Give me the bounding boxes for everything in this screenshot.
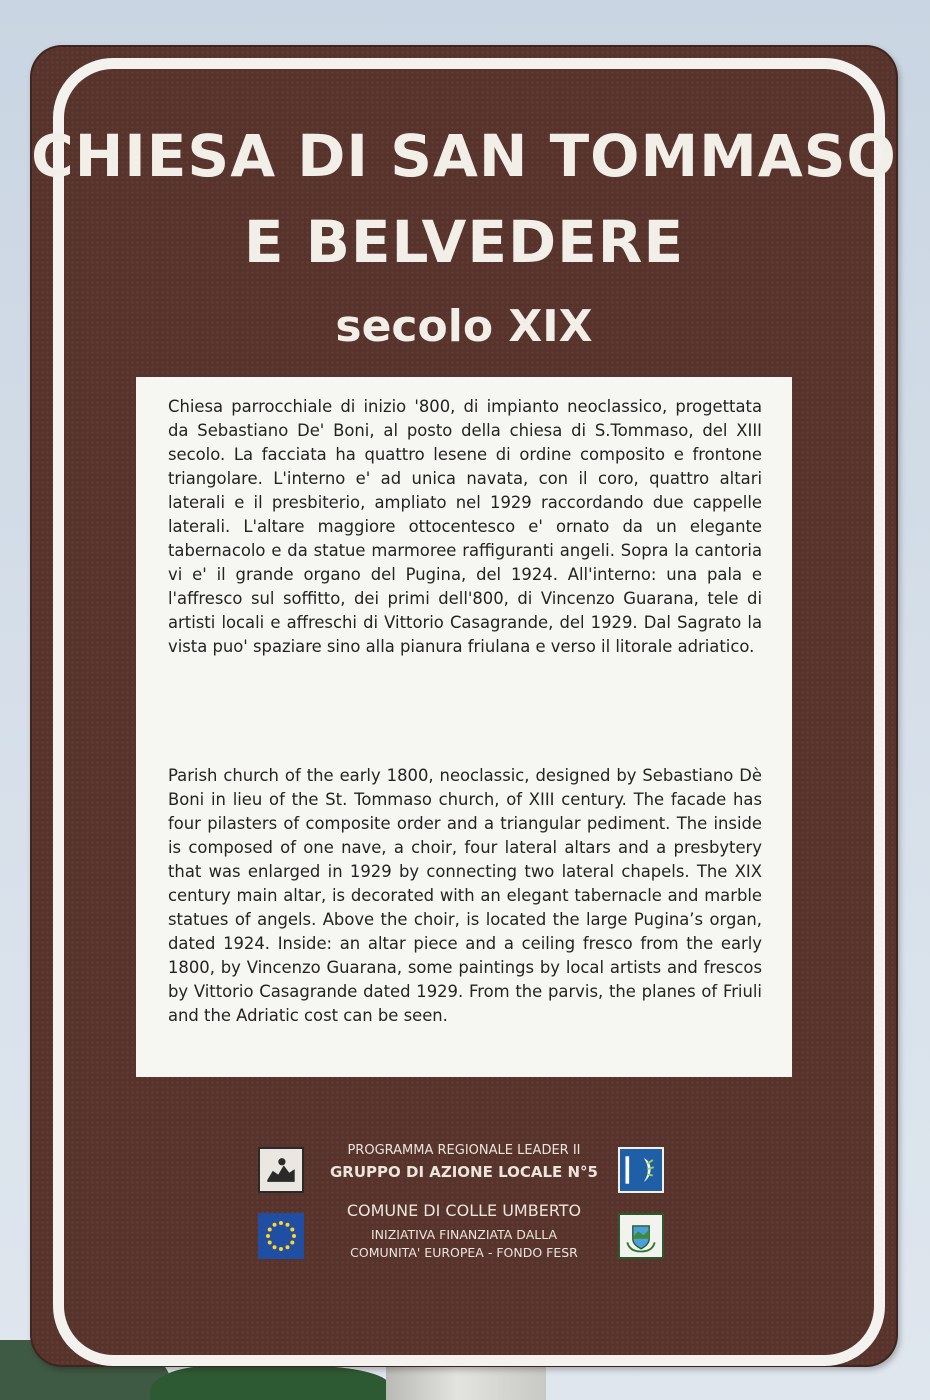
tourist-sign bbox=[30, 45, 898, 1367]
sign-title-line-1: CHIESA DI SAN TOMMASO bbox=[31, 122, 897, 190]
footer-gruppo: GRUPPO DI AZIONE LOCALE N°5 bbox=[329, 1163, 598, 1181]
sign-subtitle: secolo XIX bbox=[335, 301, 593, 352]
sign-title-line-2: E BELVEDERE bbox=[243, 208, 685, 276]
sign-pole bbox=[386, 1364, 546, 1400]
footer-iniziativa: INIZIATIVA FINANZIATA DALLA bbox=[370, 1227, 558, 1242]
italian-description: Chiesa parrocchiale di inizio '800, di impianto neoclassico, progettata da Sebastiano De' Boni, al posto della chiesa di S.Tommaso, del XIII secolo. La facciata ha quattro lesene di ordine composito e frontone triangolare. L'interno e' ad unica navata, con il coro, quattro altari laterali e il presbiterio, ampliato nel 1929 raccordando due cappelle laterali. L'altare maggiore ottocentesco e' ornato da un elegante tabernacolo e da statue marmoree raffiguranti angeli. Sopra la cantoria vi e' il grande organo del Pugina, del 1924. All'interno: una pala e l'affresco sul soffitto, dei primi dell'800, di Vincenzo Guarana, tele di artisti locali e affreschi di Vittorio Casagrande, del 1929. Dal Sagrato la vista puo' spaziare sino alla pianura friulana e verso il litorale adriatico. bbox=[168, 397, 762, 656]
footer-programma: PROGRAMMA REGIONALE LEADER II bbox=[347, 1143, 581, 1158]
footer-comunita: COMUNITA' EUROPEA - FONDO FESR bbox=[350, 1245, 578, 1260]
english-description: Parish church of the early 1800, neoclassic, designed by Sebastiano Dè Boni in lieu of the St. Tommaso church, of XIII century. The facade has four pilasters of composite order and a triangular pediment. The inside is composed of one nave, a choir, four lateral altars and a presbytery that was enlarged in 1929 by connecting two lateral chapels. The XIX century main altar, is decorated with an elegant tabernacle and marble statues of angels. Above the choir, is located the large Pugina’s organ, dated 1924. Inside: an altar piece and a ceiling fresco from the early 1800, by Vincenzo Guarana, some paintings by local artists and frescos by Vittorio Casagrande dated 1929. From the parvis, the planes of Friuli and the Adriatic cost can be seen. bbox=[168, 766, 762, 1025]
sign-title bbox=[30, 113, 898, 285]
footer-comune: COMUNE DI COLLE UMBERTO bbox=[346, 1201, 582, 1220]
hedge bbox=[150, 1366, 390, 1400]
sign-footer bbox=[30, 1143, 898, 1273]
text-panel bbox=[136, 377, 792, 1077]
